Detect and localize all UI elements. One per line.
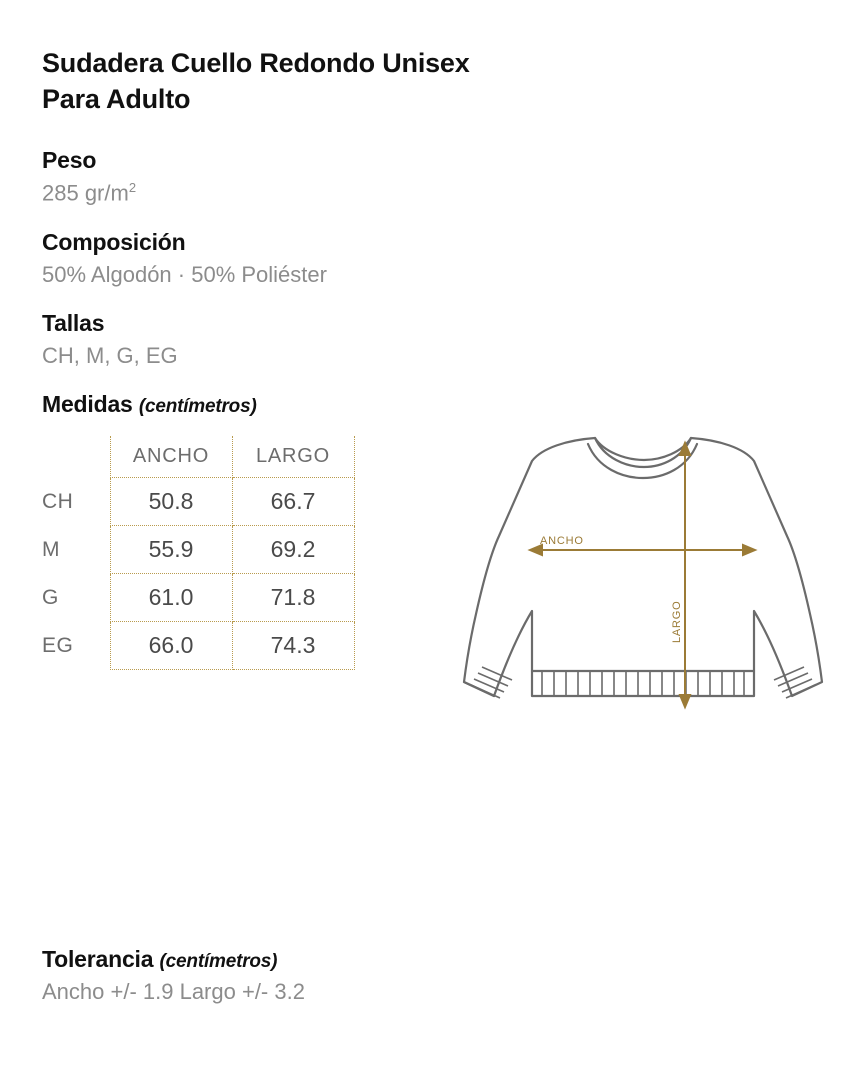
cell-g-largo: 71.8 <box>232 574 354 622</box>
peso-unit-sup: 2 <box>128 180 137 196</box>
medidas-heading-text: Medidas <box>42 390 133 417</box>
section-composicion <box>42 229 813 288</box>
sweatshirt-diagram <box>382 428 855 753</box>
medidas-unit: (centímetros) <box>138 395 257 417</box>
table-row <box>42 574 354 622</box>
tolerancia-value: Ancho +/- 1.9 Largo +/- 3.2 <box>42 979 305 1004</box>
table-header-row <box>42 436 354 478</box>
label-ancho: ANCHO <box>540 534 584 547</box>
cell-m-largo: 69.2 <box>232 526 354 574</box>
tolerancia-unit: (centímetros) <box>159 951 278 972</box>
measurement-arrows <box>530 443 755 707</box>
right-cuff-ribbing <box>774 667 816 698</box>
cell-eg-largo: 74.3 <box>232 622 354 670</box>
composicion-heading: Composición <box>42 228 186 255</box>
peso-value <box>42 180 813 206</box>
tolerancia-heading <box>42 946 742 973</box>
page-title: Sudadera Cuello Redondo Unisex Para Adulto <box>42 48 470 114</box>
cell-g-ancho: 61.0 <box>110 574 232 622</box>
row-label-ch: CH <box>42 489 74 513</box>
table-row <box>42 526 354 574</box>
column-header-largo: LARGO <box>232 436 354 478</box>
cell-eg-ancho: 66.0 <box>110 622 232 670</box>
table-corner <box>42 436 110 478</box>
tallas-value: CH, M, G, EG <box>42 342 178 368</box>
table-row <box>42 478 354 526</box>
peso-number: 285 gr/m <box>42 180 129 206</box>
waistband-ribbing <box>542 672 744 695</box>
cell-m-ancho: 55.9 <box>110 526 232 574</box>
label-largo: LARGO <box>671 600 683 643</box>
medidas-heading <box>42 391 813 418</box>
measure-area <box>42 436 813 756</box>
row-label-g: G <box>42 585 59 609</box>
table-row <box>42 622 354 670</box>
tallas-heading: Tallas <box>42 309 105 336</box>
size-table <box>42 436 355 671</box>
section-tallas <box>42 310 813 369</box>
left-cuff-ribbing <box>470 667 512 698</box>
peso-heading: Peso <box>42 147 97 174</box>
section-tolerancia <box>42 946 742 1005</box>
section-peso <box>42 147 813 206</box>
tolerancia-heading-text: Tolerancia <box>42 946 154 972</box>
cell-ch-largo: 66.7 <box>232 478 354 526</box>
column-header-ancho: ANCHO <box>110 436 232 478</box>
cell-ch-ancho: 50.8 <box>110 478 232 526</box>
garment-outline <box>464 438 822 696</box>
row-label-m: M <box>42 537 60 561</box>
row-label-eg: EG <box>42 633 74 657</box>
composicion-value: 50% Algodón · 50% Poliéster <box>42 261 327 287</box>
